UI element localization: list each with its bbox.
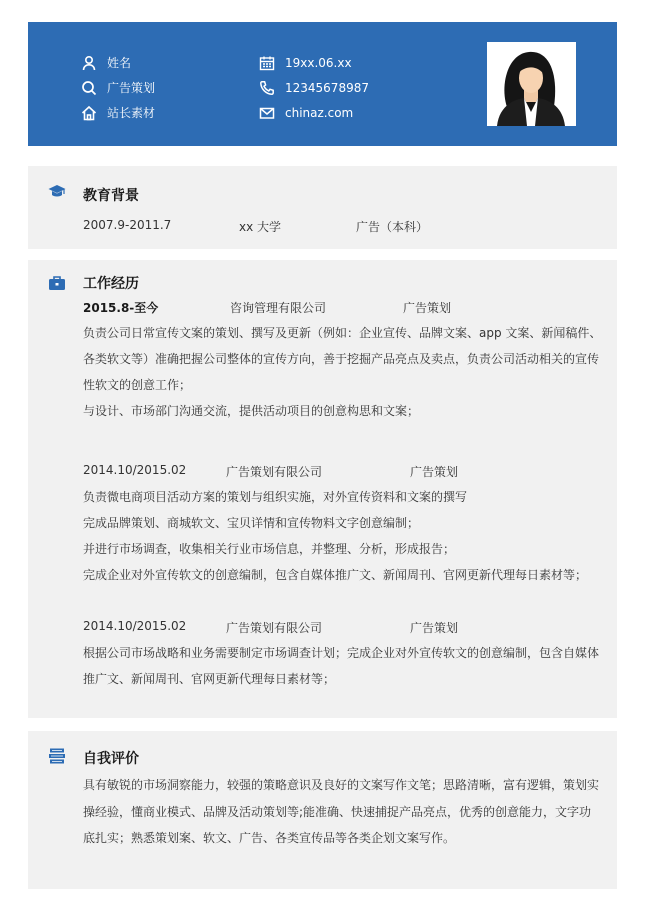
job-duty: 负责微电商项目活动方案的策划与组织实施，对外宣传资料和文案的撰写: [83, 490, 468, 504]
person-icon: [80, 54, 98, 72]
job-role: 广告策划: [410, 621, 459, 635]
birth-row: [258, 50, 369, 75]
job-period: 2014.10/2015.02: [83, 463, 187, 477]
evaluation-text: 具有敏锐的市场洞察能力，较强的策略意识及良好的文案写作文笔；思路清晰，富有逻辑，策划实操经验，懂商业模式、品牌及活动策划等;能准确、快速捕捉产品亮点，优秀的创意能力，文字功底扎实；熟悉策划案、软文、广告、各类宣传品等各类企划文案写作。: [83, 778, 600, 845]
job-header: [83, 619, 603, 639]
email-row: [258, 100, 369, 125]
name-text: 姓名: [107, 56, 132, 70]
title-text: 广告策划: [107, 81, 156, 95]
job-role: 广告策划: [403, 301, 452, 315]
personal-info-right: [258, 50, 369, 125]
name-row: [80, 50, 155, 75]
job-period: 2015.8-至今: [83, 301, 159, 315]
job-header: [83, 463, 603, 483]
evaluation-section: [28, 731, 617, 889]
job-period: 2014.10/2015.02: [83, 619, 187, 633]
email-text: chinaz.com: [285, 105, 354, 120]
source-row: [80, 100, 155, 125]
title-row: [80, 75, 155, 100]
education-heading: 教育背景: [83, 188, 139, 204]
education-school: xx 大学: [239, 220, 282, 234]
briefcase-icon: [48, 274, 66, 292]
profile-photo: [487, 42, 576, 126]
graduation-cap-icon: [48, 182, 66, 200]
calendar-icon: [258, 54, 276, 72]
work-section: [28, 260, 617, 718]
resume-header: [28, 22, 617, 146]
personal-info-left: [80, 50, 155, 125]
job-duty: 与设计、市场部门沟通交流，提供活动项目的创意构思和文案；: [83, 404, 420, 418]
job-duty: 并进行市场调查，收集相关行业市场信息，并整理、分析，形成报告；: [83, 542, 456, 556]
job-duty: 负责公司日常宣传文案的策划、撰写及更新（例如：企业宣传、品牌文案、app 文案、新闻稿件、各类软文等）准确把握公司整体的宣传方向，善于挖掘产品亮点及卖点，负责公司活动相关的宣传性软文的创意工作；: [83, 326, 602, 392]
phone-row: [258, 75, 369, 100]
mail-icon: [258, 104, 276, 122]
job-duty: 完成企业对外宣传软文的创意编制，包含自媒体推广文、新闻周刊、官网更新代理每日素材等；: [83, 568, 588, 582]
source-text: 站长素材: [107, 106, 156, 120]
work-heading: 工作经历: [83, 276, 139, 292]
evaluation-heading: 自我评价: [83, 751, 139, 767]
search-icon: [80, 79, 98, 97]
books-icon: [48, 747, 66, 765]
home-icon: [80, 104, 98, 122]
birth-text: 19xx.06.xx: [285, 55, 352, 70]
phone-text: 12345678987: [285, 80, 369, 95]
job-entry: [83, 463, 603, 588]
education-section: [28, 166, 617, 249]
job-company: 广告策划有限公司: [226, 465, 323, 479]
job-entry: [83, 299, 603, 424]
job-role: 广告策划: [410, 465, 459, 479]
job-duty: 根据公司市场战略和业务需要制定市场调查计划；完成企业对外宣传软文的创意编制，包含自媒体推广文、新闻周刊、官网更新代理每日素材等；: [83, 646, 600, 686]
job-company: 广告策划有限公司: [226, 621, 323, 635]
education-period: 2007.9-2011.7: [83, 218, 172, 232]
job-company: 咨询管理有限公司: [230, 301, 327, 315]
job-header: [83, 299, 603, 319]
education-major: 广告（本科）: [356, 220, 429, 234]
job-entry: [83, 619, 603, 692]
job-duty: 完成品牌策划、商城软文、宝贝详情和宣传物料文字创意编制；: [83, 516, 420, 530]
phone-icon: [258, 79, 276, 97]
